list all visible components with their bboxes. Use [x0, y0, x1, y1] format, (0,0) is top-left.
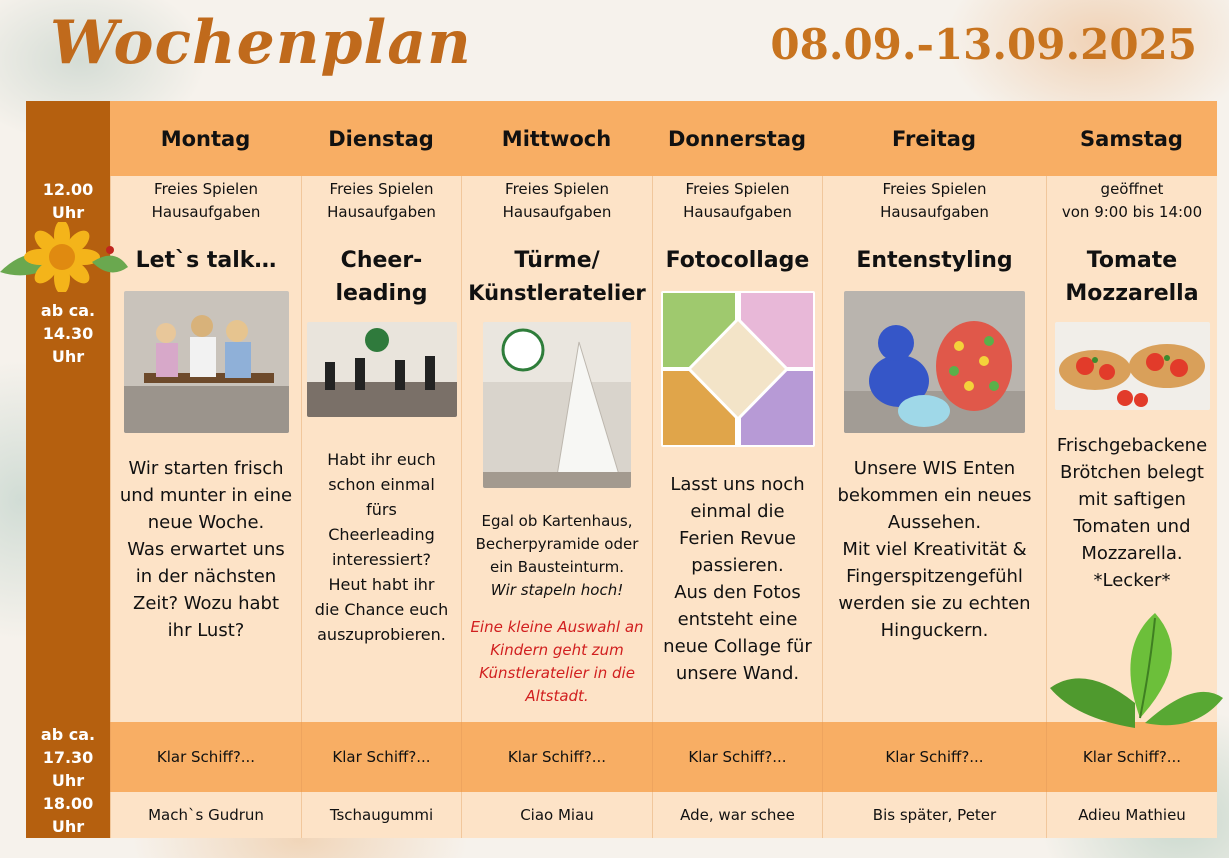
desc-3: Cheerleading — [328, 525, 435, 544]
time-1430: 14.30 — [42, 324, 94, 343]
activity-title-1: Türme/ — [514, 248, 600, 273]
desc-5: *Lecker* — [1093, 570, 1171, 591]
desc-5: Zeit? Wozu habt — [133, 593, 279, 614]
time-1800-unit: Uhr — [51, 817, 85, 836]
day-cell-dienstag — [301, 176, 461, 722]
day-header-montag: Montag — [110, 101, 301, 176]
goodbye-samstag: Adieu Mathieu — [1046, 792, 1217, 838]
desc-0: Frischgebackene — [1056, 435, 1208, 456]
desc-1: und munter in eine — [119, 485, 293, 506]
line1: geöffnet — [1100, 180, 1164, 198]
line1: Freies Spielen — [505, 180, 609, 198]
activity-title-1: Cheer- — [340, 248, 423, 273]
line2: Hausaufgaben — [880, 203, 989, 221]
photo-cheerleading — [307, 322, 457, 417]
sunflower-icon — [0, 222, 130, 292]
line2: Hausaufgaben — [327, 203, 436, 221]
desc-0: Egal ob Kartenhaus, — [481, 512, 633, 530]
desc-2: Ferien Revue — [679, 528, 796, 549]
goodbye-montag: Mach`s Gudrun — [110, 792, 301, 838]
line2: von 9:00 bis 14:00 — [1061, 203, 1203, 221]
basil-leaves-icon — [1045, 608, 1225, 733]
note-0: Eine kleine Auswahl an — [470, 618, 644, 636]
desc-4: in der nächsten — [135, 566, 277, 587]
desc-4: interessiert? — [331, 550, 432, 569]
desc-0: Wir starten frisch — [128, 458, 284, 479]
note-2: Künstleratelier in die — [479, 664, 635, 682]
desc-1: schon einmal — [328, 475, 435, 494]
time-1730-prefix: ab ca. — [40, 724, 96, 744]
day-header-freitag: Freitag — [822, 101, 1046, 176]
day-header-dienstag: Dienstag — [301, 101, 461, 176]
time-cell-1730 — [26, 722, 110, 792]
note-1: Kindern geht zum — [490, 641, 624, 659]
line2: Hausaufgaben — [683, 203, 792, 221]
desc-4: Aus den Fotos — [674, 582, 801, 603]
day-header-samstag: Samstag — [1046, 101, 1217, 176]
day-cell-mittwoch — [461, 176, 652, 722]
desc-0: Unsere WIS Enten — [853, 458, 1016, 479]
desc-2: mit saftigen — [1078, 489, 1186, 510]
evening-freitag: Klar Schiff?... — [822, 722, 1046, 792]
activity-title: Entenstyling — [856, 248, 1013, 273]
goodbye-freitag: Bis später, Peter — [822, 792, 1046, 838]
day-cell-donnerstag — [652, 176, 822, 722]
day-cell-freitag — [822, 176, 1046, 722]
time-1730: 17.30 — [42, 747, 94, 767]
line2: Hausaufgaben — [502, 203, 612, 221]
evening-dienstag: Klar Schiff?... — [301, 722, 461, 792]
line1: Freies Spielen — [329, 180, 434, 198]
desc-italic: Wir stapeln hoch! — [490, 581, 624, 599]
desc-5: entsteht eine — [677, 609, 798, 630]
week-plan-table — [26, 101, 1217, 838]
evening-montag: Klar Schiff?... — [110, 722, 301, 792]
desc-5: werden sie zu echten — [838, 593, 1031, 614]
activity-title: Fotocollage — [665, 248, 810, 273]
activity-title-2: leading — [335, 281, 428, 306]
evening-donnerstag: Klar Schiff?... — [652, 722, 822, 792]
photo-styled-ducks — [844, 291, 1025, 433]
desc-4: Mozzarella. — [1081, 543, 1183, 564]
day-header-mittwoch: Mittwoch — [461, 101, 652, 176]
note-3: Altstadt. — [525, 687, 589, 705]
photo-kids-bench — [124, 291, 289, 433]
activity-title-2: Künstleratelier — [468, 281, 646, 305]
activity-title: Let`s talk… — [135, 248, 277, 273]
evening-mittwoch: Klar Schiff?... — [461, 722, 652, 792]
line1: Freies Spielen — [154, 180, 258, 198]
goodbye-dienstag: Tschaugummi — [301, 792, 461, 838]
desc-3: Mit viel Kreativität & — [842, 539, 1027, 560]
desc-4: Fingerspitzengefühl — [846, 566, 1023, 587]
day-cell-montag — [110, 176, 301, 722]
desc-1: einmal die — [690, 501, 785, 522]
desc-2: Aussehen. — [887, 512, 982, 533]
desc-3: passieren. — [691, 555, 784, 576]
desc-7: unsere Wand. — [675, 663, 800, 684]
date-range: 08.09.-13.09.2025 — [770, 20, 1197, 69]
desc-5: Heut habt ihr — [328, 575, 435, 594]
desc-0: Lasst uns noch — [670, 474, 805, 495]
corner-cell — [26, 101, 110, 176]
desc-1: Becherpyramide oder — [475, 535, 639, 553]
time-cell-1800 — [26, 792, 110, 838]
time-1730-unit: Uhr — [51, 770, 85, 790]
desc-6: Hinguckern. — [880, 620, 989, 641]
desc-2: neue Woche. — [147, 512, 265, 533]
photo-tomato-mozzarella — [1055, 322, 1210, 410]
desc-3: Was erwartet uns — [127, 539, 285, 560]
line2: Hausaufgaben — [151, 203, 261, 221]
day-header-donnerstag: Donnerstag — [652, 101, 822, 176]
desc-0: Habt ihr euch — [327, 450, 436, 469]
time-1430-unit: Uhr — [51, 347, 85, 366]
desc-6: ihr Lust? — [167, 620, 245, 641]
desc-3: Tomaten und — [1073, 516, 1191, 537]
time-12: 12.00 — [42, 180, 94, 199]
line1: Freies Spielen — [882, 180, 987, 198]
goodbye-donnerstag: Ade, war schee — [652, 792, 822, 838]
desc-1: Brötchen belegt — [1060, 462, 1204, 483]
page-title: Wochenplan — [50, 8, 472, 78]
activity-title-1: Tomate — [1086, 248, 1178, 273]
desc-7: auszuprobieren. — [317, 625, 446, 644]
desc-6: neue Collage für — [663, 636, 812, 657]
desc-1: bekommen ein neues — [837, 485, 1032, 506]
photo-flower-collage — [661, 291, 815, 447]
desc-6: die Chance euch — [314, 600, 449, 619]
line1: Freies Spielen — [685, 180, 790, 198]
activity-title-2: Mozzarella — [1065, 281, 1199, 306]
goodbye-mittwoch: Ciao Miau — [461, 792, 652, 838]
time-12-unit: Uhr — [51, 203, 85, 222]
desc-2: fürs — [366, 500, 397, 519]
time-1800: 18.00 — [42, 794, 94, 813]
photo-card-tower — [483, 322, 631, 488]
desc-2: ein Bausteinturm. — [490, 558, 624, 576]
evening-samstag: Klar Schiff?... — [1046, 722, 1217, 792]
time-1430-prefix: ab ca. — [40, 301, 96, 320]
